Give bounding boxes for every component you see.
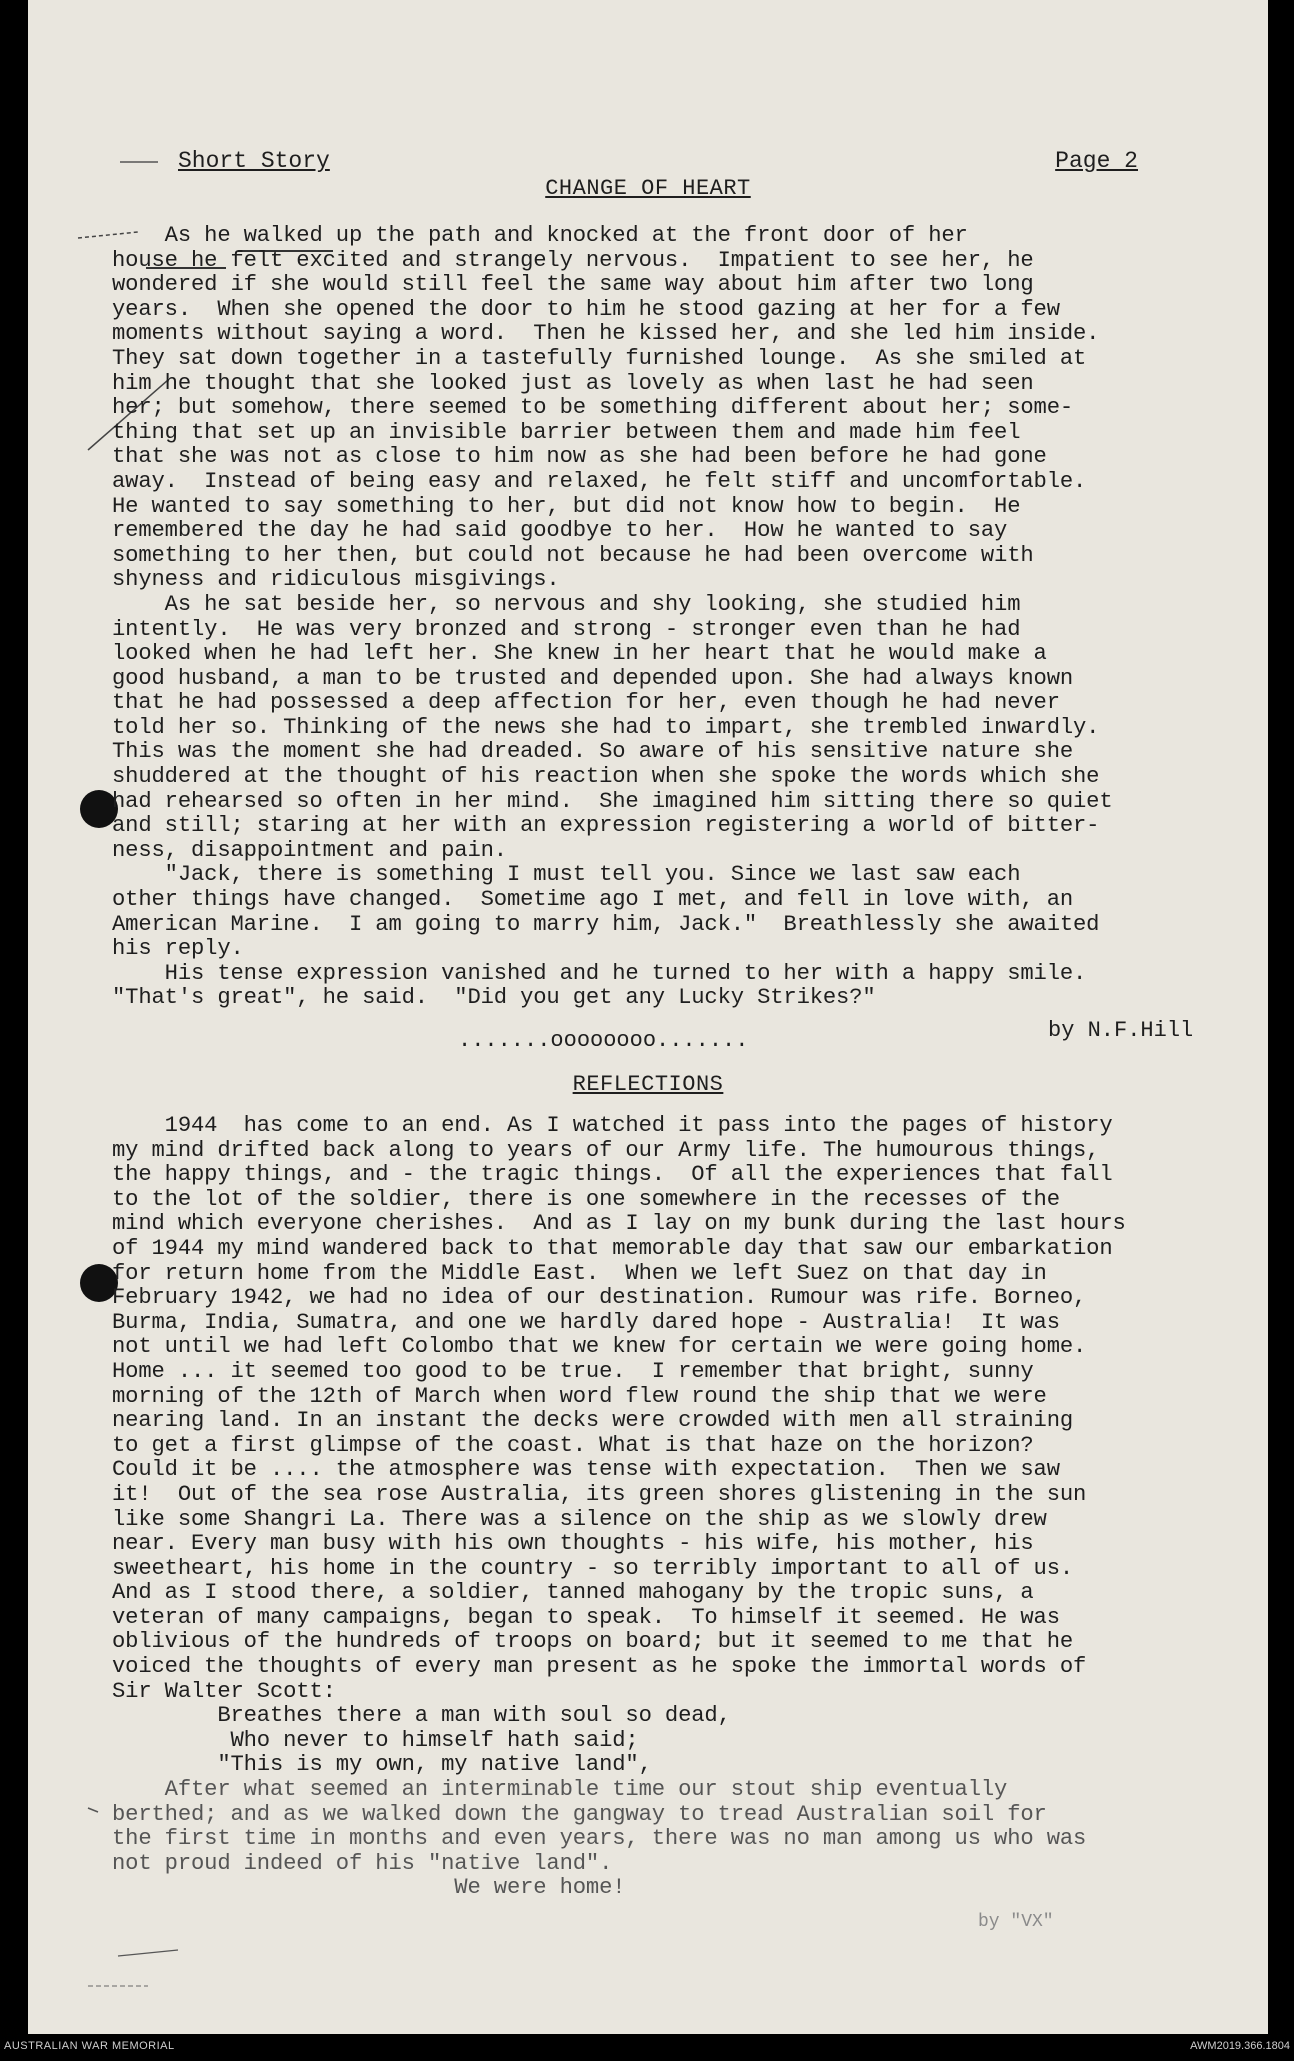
text-line: They sat down together in a tastefully furnished lounge. As she smiled at: [112, 345, 1087, 371]
document-page: [28, 0, 1268, 2034]
text-line: my mind drifted back along to years of our Army life. The humourous things,: [112, 1137, 1100, 1163]
text-line: nearing land. In an instant the decks were crowded with men all straining: [112, 1408, 1074, 1434]
page-number: Page 2: [1055, 148, 1138, 174]
text-line: like some Shangri La. There was a silence on the ship as we slowly drew: [112, 1506, 1047, 1532]
reflections-title: REFLECTIONS: [572, 1072, 724, 1097]
story-byline: by N.F.Hill: [1048, 1018, 1194, 1043]
text-line: moments without saying a word. Then he kissed her, and she led him inside.: [112, 321, 1100, 347]
text-line: away. Instead of being easy and relaxed, he felt stiff and uncomfortable.: [112, 468, 1087, 494]
text-line: We were home!: [112, 1875, 626, 1901]
text-line: and still; staring at her with an expression registering a world of bitter-: [112, 813, 1100, 839]
text-line: ness, disappointment and pain.: [112, 837, 507, 863]
text-line: had rehearsed so often in her mind. She imagined him sitting there so quiet: [112, 788, 1113, 814]
text-line: for return home from the Middle East. When we left Suez on that day in: [112, 1260, 1047, 1286]
text-line: remembered the day he had said goodbye to her. How he wanted to say: [112, 518, 1008, 544]
text-line: the first time in months and even years, there was no man among us who was: [112, 1826, 1087, 1852]
text-line: berthed; and as we walked down the gangway to tread Australian soil for: [112, 1801, 1047, 1827]
text-line: After what seemed an interminable time our stout ship eventually: [112, 1777, 1008, 1803]
text-line: voiced the thoughts of every man present as he spoke the immortal words of: [112, 1654, 1087, 1680]
text-line: to the lot of the soldier, there is one somewhere in the recesses of the: [112, 1186, 1060, 1212]
text-line: near. Every man busy with his own thoughts - his wife, his mother, his: [112, 1531, 1034, 1557]
text-line: not until we had left Colombo that we knew for certain we were going home.: [112, 1334, 1087, 1360]
text-line: it! Out of the sea rose Australia, its green shores glistening in the sun: [112, 1481, 1087, 1507]
text-line: years. When she opened the door to him he stood gazing at her for a few: [112, 296, 1060, 322]
text-line: He wanted to say something to her, but did not know how to begin. He: [112, 493, 1021, 519]
text-line: "Jack, there is something I must tell you. Since we last saw each: [112, 862, 1021, 888]
text-line: And as I stood there, a soldier, tanned mahogany by the tropic suns, a: [112, 1580, 1034, 1606]
text-line: of 1944 my mind wandered back to that memorable day that saw our embarkation: [112, 1235, 1113, 1261]
footer-institution: AUSTRALIAN WAR MEMORIAL: [4, 2040, 175, 2052]
text-line: good husband, a man to be trusted and depended upon. She had always known: [112, 665, 1074, 691]
text-line: shuddered at the thought of his reaction when she spoke the words which she: [112, 764, 1100, 790]
text-line: February 1942, we had no idea of our destination. Rumour was rife. Borneo,: [112, 1285, 1087, 1311]
text-line: Burma, India, Sumatra, and one we hardly dared hope - Australia! It was: [112, 1309, 1060, 1335]
text-line: As he sat beside her, so nervous and shy looking, she studied him: [112, 591, 1021, 617]
text-line: His tense expression vanished and he turned to her with a happy smile.: [112, 960, 1087, 986]
page-header: [178, 148, 1138, 178]
text-line: American Marine. I am going to marry him, Jack." Breathlessly she awaited: [112, 911, 1100, 937]
text-line: veteran of many campaigns, began to speak. To himself it seemed. He was: [112, 1604, 1060, 1630]
text-line: "This is my own, my native land",: [112, 1752, 652, 1778]
text-line: Breathes there a man with soul so dead,: [112, 1703, 731, 1729]
text-line: house he felt excited and strangely nervous. Impatient to see her, he: [112, 247, 1034, 273]
story-body: [112, 224, 1280, 1011]
text-line: that she was not as close to him now as she had been before he had gone: [112, 444, 1047, 470]
text-line: Home ... it seemed too good to be true. I remember that bright, sunny: [112, 1358, 1034, 1384]
reflections-byline: by "VX": [978, 1912, 1054, 1932]
text-line: This was the moment she had dreaded. So aware of his sensitive nature she: [112, 739, 1074, 765]
text-line: told her so. Thinking of the news she had to impart, she trembled inwardly.: [112, 714, 1100, 740]
text-line: not proud indeed of his "native land".: [112, 1850, 613, 1876]
text-line: looked when he had left her. She knew in her heart that he would make a: [112, 641, 1047, 667]
text-line: that he had possessed a deep affection for her, even though he had never: [112, 690, 1060, 716]
text-line: him he thought that she looked just as lovely as when last he had seen: [112, 370, 1034, 396]
text-line: oblivious of the hundreds of troops on board; but it seemed to me that he: [112, 1629, 1074, 1655]
separator: .......oooooooo.......: [458, 1028, 749, 1053]
text-line: to get a first glimpse of the coast. What is that haze on the horizon?: [112, 1432, 1034, 1458]
text-line: "That's great", he said. "Did you get any Lucky Strikes?": [112, 985, 876, 1011]
text-line: Could it be .... the atmosphere was tense with expectation. Then we saw: [112, 1457, 1060, 1483]
text-line: Sir Walter Scott:: [112, 1678, 336, 1704]
text-line: wondered if she would still feel the same way about him after two long: [112, 272, 1034, 298]
text-line: thing that set up an invisible barrier between them and made him feel: [112, 419, 1021, 445]
text-line: intently. He was very bronzed and strong - stronger even than he had: [112, 616, 1021, 642]
text-line: As he walked up the path and knocked at the front door of her: [112, 223, 968, 248]
text-line: shyness and ridiculous misgivings.: [112, 567, 560, 593]
text-line: other things have changed. Sometime ago I met, and fell in love with, an: [112, 887, 1074, 913]
text-line: the happy things, and - the tragic things. Of all the experiences that fall: [112, 1162, 1113, 1188]
text-line: her; but somehow, there seemed to be something different about her; some-: [112, 395, 1074, 421]
text-line: Who never to himself hath said;: [112, 1727, 639, 1753]
footer-reference: AWM2019.366.1804: [1190, 2040, 1290, 2052]
text-line: sweetheart, his home in the country - so terribly important to all of us.: [112, 1555, 1074, 1581]
reflections-body: [112, 1114, 1280, 1901]
story-title: CHANGE OF HEART: [545, 176, 751, 201]
text-line: something to her then, but could not because he had been overcome with: [112, 542, 1034, 568]
text-line: his reply.: [112, 936, 244, 962]
text-line: morning of the 12th of March when word flew round the ship that we were: [112, 1383, 1047, 1409]
text-line: 1944 has come to an end. As I watched it pass into the pages of history: [112, 1113, 1113, 1138]
text-line: mind which everyone cherishes. And as I lay on my bunk during the last hours: [112, 1211, 1126, 1237]
header-label: Short Story: [178, 148, 330, 174]
